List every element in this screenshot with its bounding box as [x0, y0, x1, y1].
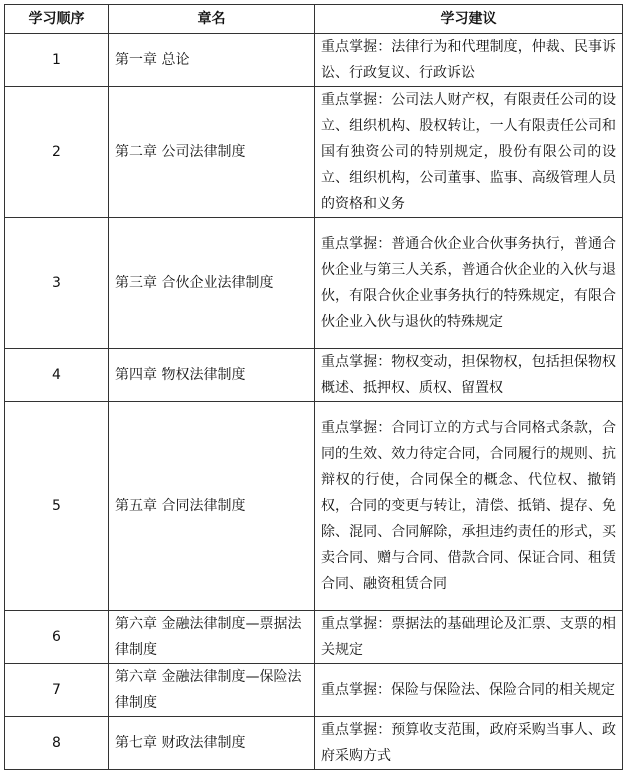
row-advice: 重点掌握：公司法人财产权，有限责任公司的设立、组织机构、股权转让，一人有限责任公司和国有独资公司的特别规定，股份有限公司的设立、组织机构，公司董事、监事、高级管理人员的资格和义务 [315, 87, 623, 218]
header-chapter: 章名 [109, 5, 315, 34]
table-row [5, 664, 623, 717]
row-chapter: 第五章 合同法律制度 [109, 402, 315, 611]
row-chapter: 第四章 物权法律制度 [109, 349, 315, 402]
row-advice: 重点掌握：合同订立的方式与合同格式条款，合同的生效、效力待定合同，合同履行的规则、抗辩权的行使，合同保全的概念、代位权、撤销权，合同的变更与转让，清偿、抵销、提存、免除、混同、合同解除，承担违约责任的形式，买卖合同、赠与合同、借款合同、保证合同、租赁合同、融资租赁合同 [315, 402, 623, 611]
row-order: 4 [5, 349, 109, 402]
row-order: 7 [5, 664, 109, 717]
row-chapter: 第一章 总论 [109, 34, 315, 87]
header-advice: 学习建议 [315, 5, 623, 34]
table-row [5, 349, 623, 402]
row-advice: 重点掌握：保险与保险法、保险合同的相关规定 [315, 664, 623, 717]
row-advice: 重点掌握：预算收支范围，政府采购当事人、政府采购方式 [315, 717, 623, 770]
row-order: 5 [5, 402, 109, 611]
table-row [5, 402, 623, 611]
row-chapter: 第三章 合伙企业法律制度 [109, 218, 315, 349]
row-chapter: 第六章 金融法律制度—票据法律制度 [109, 611, 315, 664]
header-row [5, 5, 623, 34]
table-row [5, 87, 623, 218]
row-chapter: 第六章 金融法律制度—保险法律制度 [109, 664, 315, 717]
table-row [5, 34, 623, 87]
table-row [5, 218, 623, 349]
row-chapter: 第二章 公司法律制度 [109, 87, 315, 218]
table-row [5, 717, 623, 770]
row-order: 6 [5, 611, 109, 664]
row-order: 1 [5, 34, 109, 87]
header-order: 学习顺序 [5, 5, 109, 34]
study-plan-table [4, 4, 623, 770]
row-advice: 重点掌握：票据法的基础理论及汇票、支票的相关规定 [315, 611, 623, 664]
row-chapter: 第七章 财政法律制度 [109, 717, 315, 770]
row-order: 2 [5, 87, 109, 218]
row-order: 3 [5, 218, 109, 349]
row-advice: 重点掌握：物权变动，担保物权，包括担保物权概述、抵押权、质权、留置权 [315, 349, 623, 402]
row-advice: 重点掌握：法律行为和代理制度，仲裁、民事诉讼、行政复议、行政诉讼 [315, 34, 623, 87]
row-advice: 重点掌握：普通合伙企业合伙事务执行，普通合伙企业与第三人关系，普通合伙企业的入伙与退伙，有限合伙企业事务执行的特殊规定，有限合伙企业入伙与退伙的特殊规定 [315, 218, 623, 349]
row-order: 8 [5, 717, 109, 770]
table-row [5, 611, 623, 664]
